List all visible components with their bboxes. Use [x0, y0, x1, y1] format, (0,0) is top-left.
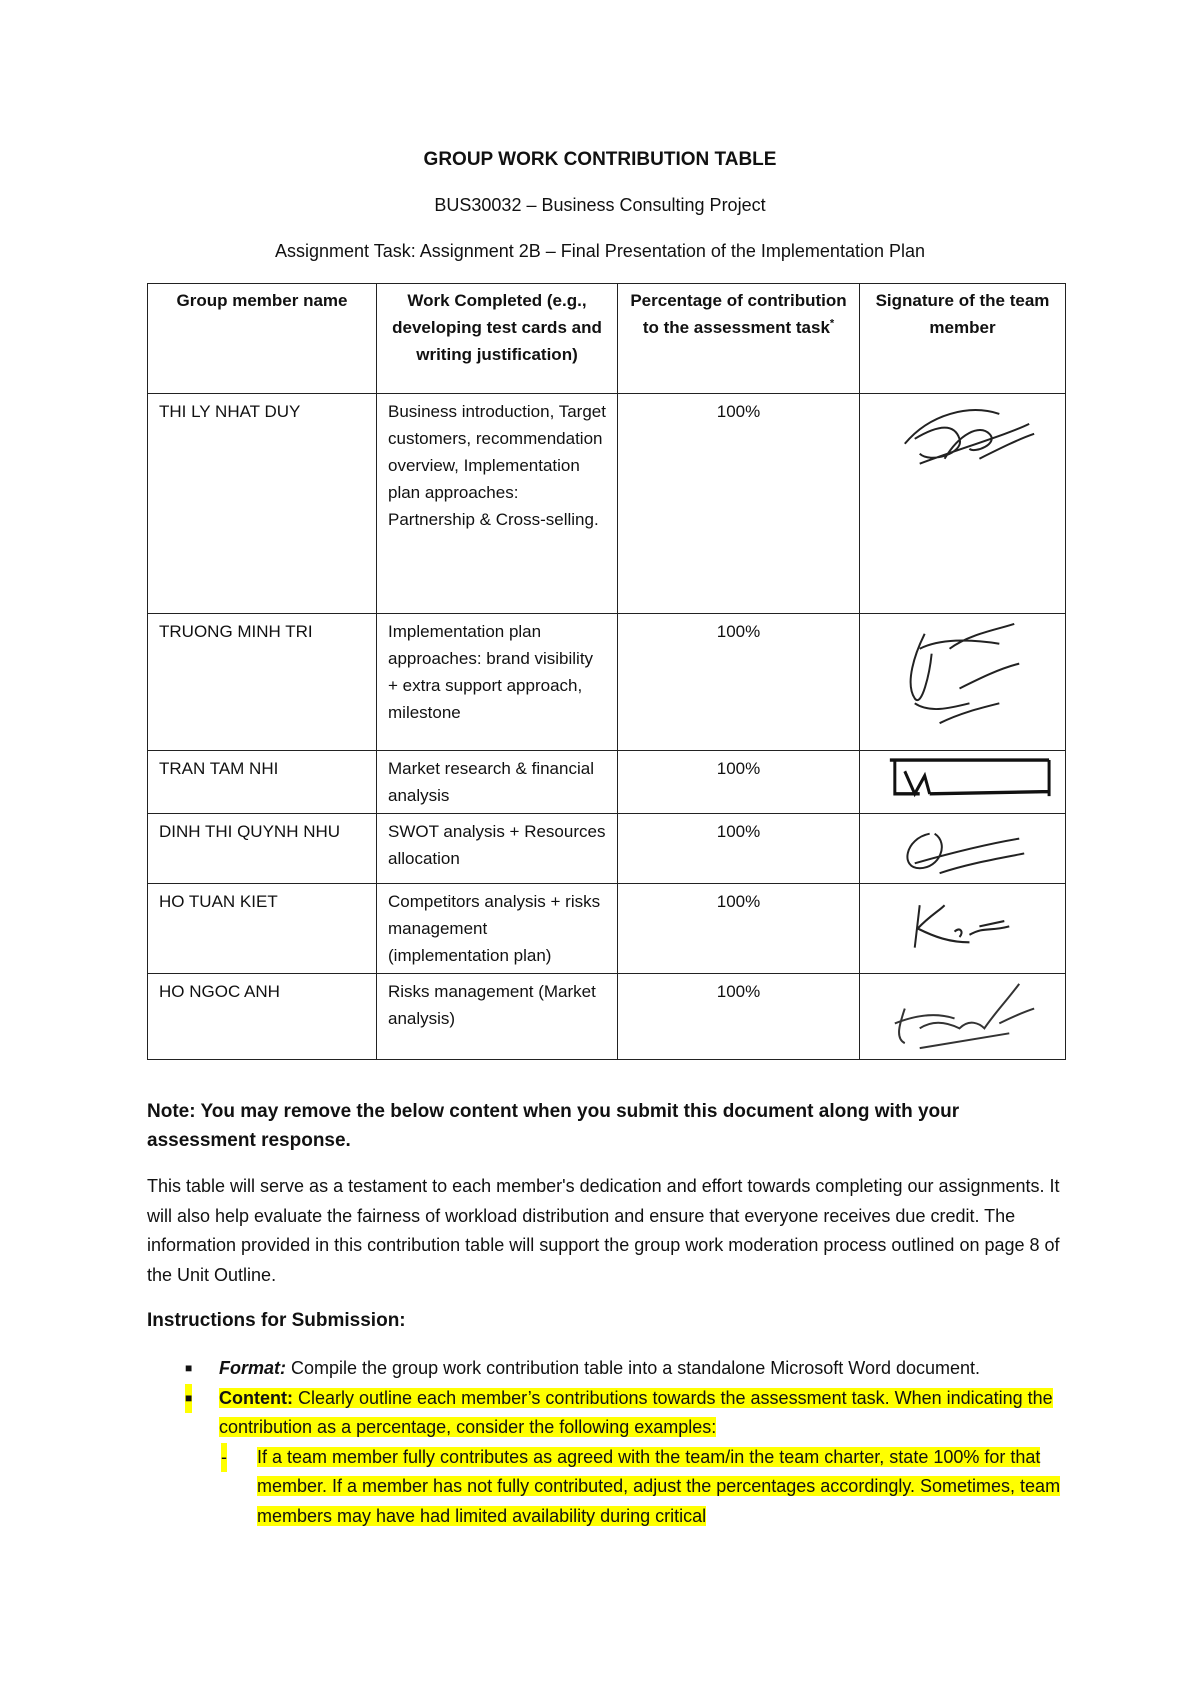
work-completed: Implementation plan approaches: brand visibility + extra support approach, milestone: [377, 614, 618, 751]
member-name: HO TUAN KIET: [148, 884, 377, 974]
member-name: HO NGOC ANH: [148, 974, 377, 1060]
list-item: [147, 1384, 1067, 1443]
unit-subtitle: BUS30032 – Business Consulting Project: [434, 195, 766, 215]
square-bullet-icon: ■: [185, 1361, 193, 1375]
signature-cell: [860, 751, 1066, 814]
assignment-task: Assignment Task: Assignment 2B – Final Presentation of the Implementation Plan: [274, 241, 926, 261]
contribution-percent: 100%: [618, 394, 860, 614]
table-row: [148, 884, 1066, 974]
content-label: Content:: [219, 1387, 293, 1408]
instructions-heading: Instructions for Submission:: [147, 1310, 406, 1331]
member-name: THI LY NHAT DUY: [148, 394, 377, 614]
sub-item-text: If a team member fully contributes as agreed with the team/in the team charter, state 100% for that member. If a member has not fully contributed, adjust the percentages accordingly. Sometimes, team members may have had limited availability during critical: [257, 1446, 1061, 1526]
signature-anh-icon: [860, 974, 1065, 1059]
signature-duy-icon: [860, 394, 1065, 613]
contribution-table: [147, 283, 1066, 1060]
description-paragraph: This table will serve as a testament to each member's dedication and effort towards completing our assignments. It will also help evaluate the fairness of workload distribution and ensure that everyone receives due credit. The information provided in this contribution table will support the group work moderation process outlined on page 8 of the Unit Outline.: [147, 1176, 1060, 1285]
signature-tri-icon: [860, 614, 1065, 750]
list-item: [147, 1354, 1067, 1384]
table-row: [148, 394, 1066, 614]
work-completed: Competitors analysis + risks management (implementation plan): [377, 884, 618, 974]
header-work-completed: Work Completed (e.g., developing test cards and writing justification): [377, 284, 618, 394]
format-text: Compile the group work contribution table into a standalone Microsoft Word document.: [286, 1358, 981, 1378]
signature-cell: [860, 614, 1066, 751]
signature-cell: [860, 814, 1066, 884]
table-row: [148, 974, 1066, 1060]
page-title: GROUP WORK CONTRIBUTION TABLE: [423, 149, 777, 170]
header-member-name: Group member name: [148, 284, 377, 394]
dash-bullet-icon: -: [221, 1443, 227, 1473]
member-name: TRAN TAM NHI: [148, 751, 377, 814]
content-text: Clearly outline each member’s contributions towards the assessment task. When indicating the contribution as a percentage, consider the following examples:: [219, 1387, 1053, 1437]
contribution-percent: 100%: [618, 814, 860, 884]
signature-cell: [860, 974, 1066, 1060]
square-bullet-icon: ■: [185, 1384, 192, 1414]
signature-cell: [860, 884, 1066, 974]
note-text: Note: You may remove the below content when you submit this document along with your assessment response.: [147, 1101, 960, 1151]
contribution-percent: 100%: [618, 884, 860, 974]
work-completed: Market research & financial analysis: [377, 751, 618, 814]
member-name: TRUONG MINH TRI: [148, 614, 377, 751]
work-completed: Risks management (Market analysis): [377, 974, 618, 1060]
work-completed: SWOT analysis + Resources allocation: [377, 814, 618, 884]
signature-kiet-icon: [860, 884, 1065, 973]
contribution-percent: 100%: [618, 974, 860, 1060]
table-row: [148, 814, 1066, 884]
format-label: Format:: [219, 1358, 286, 1378]
contribution-percent: 100%: [618, 751, 860, 814]
header-percentage: Percentage of contribution to the assessment task*: [618, 284, 860, 394]
work-completed: Business introduction, Target customers, recommendation overview, Implementation plan approaches: Partnership & Cross-selling.: [377, 394, 618, 614]
header-signature: Signature of the team member: [860, 284, 1066, 394]
list-item: [147, 1443, 1067, 1532]
signature-nhu-icon: [860, 814, 1065, 883]
member-name: DINH THI QUYNH NHU: [148, 814, 377, 884]
table-row: [148, 614, 1066, 751]
footnote-mark: *: [829, 317, 835, 330]
contribution-percent: 100%: [618, 614, 860, 751]
instructions-list: [147, 1354, 1067, 1531]
table-row: [148, 751, 1066, 814]
signature-nhi-icon: [860, 751, 1065, 813]
signature-cell: [860, 394, 1066, 614]
